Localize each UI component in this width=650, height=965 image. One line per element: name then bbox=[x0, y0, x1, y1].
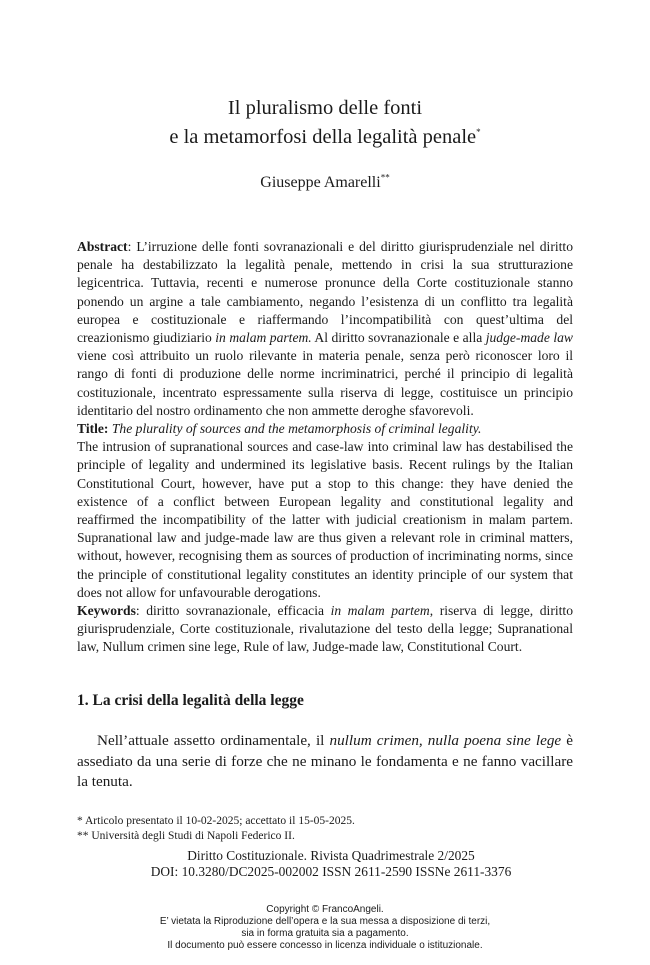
author-line bbox=[0, 174, 650, 192]
journal-info bbox=[0, 848, 650, 880]
keywords-label: Keywords bbox=[77, 603, 136, 618]
article-title bbox=[0, 94, 650, 152]
journal-name: Diritto Costituzionale. Rivista Quadrimestrale 2/2025 bbox=[187, 848, 475, 863]
journal-identifiers: DOI: 10.3280/DC2025-002002 ISSN 2611-2590 ISSNe 2611-3376 bbox=[150, 864, 512, 879]
copyright-line-1: Copyright © FrancoAngeli. bbox=[266, 904, 384, 915]
footnote-2: ** Università degli Studi di Napoli Federico II. bbox=[77, 830, 295, 842]
title-line-1: Il pluralismo delle fonti bbox=[227, 97, 423, 119]
english-title: The plurality of sources and the metamorphosis of criminal legality. bbox=[111, 421, 482, 436]
abstract-label: Abstract bbox=[77, 239, 128, 254]
keywords-text-2: , riserva di legge, diritto giurisprudenziale, Corte costituzionale, rivalutazione del testo della legge; Supranational law, Nullum crimen sine lege, Rule of law, Judge-made law, Constitutional Court. bbox=[77, 603, 573, 655]
copyright-notice bbox=[0, 904, 650, 952]
keywords-italic-1: in malam partem bbox=[330, 603, 430, 618]
keywords-paragraph bbox=[77, 602, 573, 657]
title-line-2-text: e la metamorfosi della legalità penale bbox=[169, 126, 477, 148]
body-italic-1: nullum crimen, nulla poena sine lege bbox=[329, 732, 562, 749]
body-text-1: Nell’attuale assetto ordinamentale, il bbox=[97, 732, 330, 749]
title-line-2 bbox=[0, 123, 650, 152]
copyright-line-2: E’ vietata la Riproduzione dell’opera e la sua messa a disposizione di terzi, bbox=[159, 916, 491, 927]
title-footnote-mark: * bbox=[476, 127, 481, 138]
abstract-text-2: Al diritto sovranazionale e alla bbox=[311, 330, 486, 346]
english-abstract bbox=[77, 420, 573, 602]
abstract-text-3: viene così attribuito un ruolo rilevante in materia penale, senza però riconoscer loro il rango di fonti di produzione delle norme incriminatrici, perché il principio di legalità costituzionale, incentrato espressamente sulla riserva di legge, costituisce un principio identitario del nostro ordinamento che non ammette deroghe sfavorevoli. bbox=[77, 348, 573, 418]
body-paragraph bbox=[77, 731, 573, 793]
english-title-label: Title: bbox=[77, 421, 109, 436]
keywords-text-1: : diritto sovranazionale, efficacia bbox=[135, 603, 331, 618]
copyright-line-3: sia in forma gratuita sia a pagamento. bbox=[241, 928, 409, 939]
footnotes bbox=[77, 814, 573, 844]
author-name: Giuseppe Amarelli bbox=[260, 174, 381, 191]
author-footnote-mark: ** bbox=[380, 172, 390, 183]
section-heading: 1. La crisi della legalità della legge bbox=[77, 692, 304, 709]
abstract-paragraph bbox=[77, 238, 573, 420]
footnote-1: * Articolo presentato il 10-02-2025; accettato il 15-05-2025. bbox=[77, 815, 355, 827]
abstract-text-1: : L’irruzione delle fonti sovranazionali e del diritto giurisprudenziale nel diritto penale ha destabilizzato la legalità penale, mettendo in crisi la sua strutturazione legicentrica. Tuttavia, recenti e numerose pronunce della Corte costituzionale stanno ponendo un argine a tale cambiamento, negando l’esistenza di un conflitto tra legalità europea e costituzionale e riaffermando l’incompatibilità con quest’ultima del creazionismo giudiziario bbox=[77, 239, 573, 346]
abstract-italic-2: judge-made law bbox=[485, 330, 573, 346]
body-text-2: è assediato da una serie di forze che ne minano le fondamenta e ne fanno vacillare la tenuta. bbox=[77, 732, 573, 790]
copyright-line-4: Il documento può essere concesso in licenza individuale o istituzionale. bbox=[167, 940, 483, 951]
english-abstract-text: The intrusion of supranational sources and case-law into criminal law has destabilised the principle of legality and undermined its legislative basis. Recent rulings by the Italian Constitutional Court, however, have put a stop to this change: they have denied the existence of a conflict between European legality and constitutional legality and reaffirmed the incompatibility of the latter with judicial creationism in malam partem. Supranational law and judge-made law are thus given a relevant role in criminal matters, without, however, recognising them as sources of production of incriminating norms, since the principle of constitutional legality constitutes an identity principle of our system that does not allow for unfavourable derogations. bbox=[77, 439, 573, 600]
abstract-italic-1: in malam partem. bbox=[215, 330, 312, 346]
